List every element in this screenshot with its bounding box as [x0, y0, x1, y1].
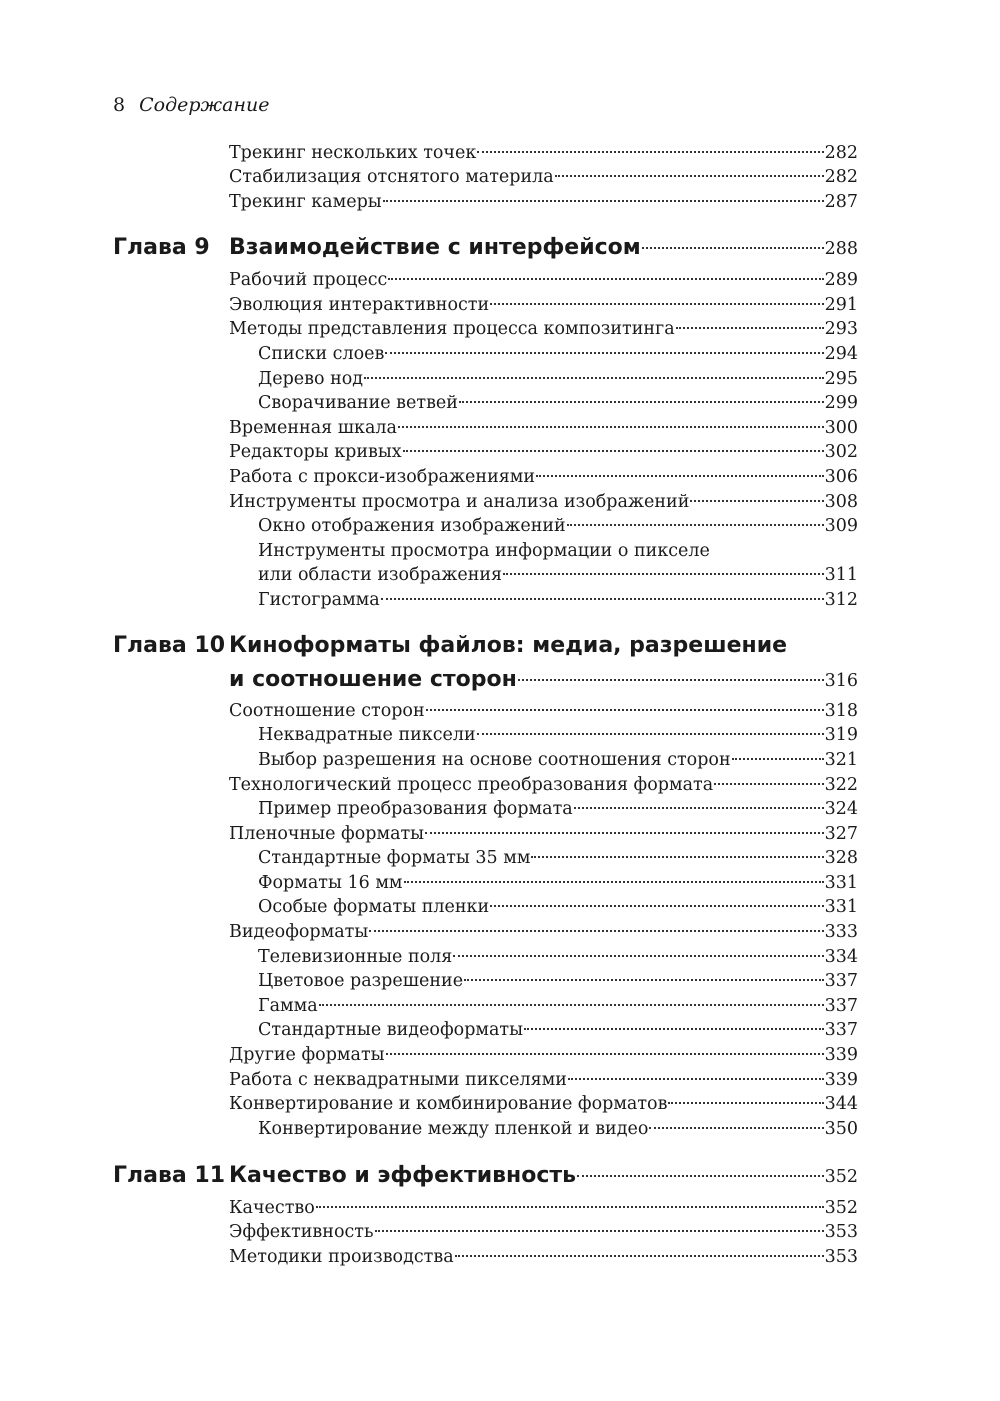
leader-dots: [404, 881, 824, 883]
toc-entry[interactable]: Временная шкала 300: [229, 418, 858, 438]
toc-subentry[interactable]: Телевизионные поля 334: [258, 947, 858, 967]
toc-entry[interactable]: Трекинг нескольких точек 282: [229, 143, 858, 163]
toc-entry[interactable]: Конвертирование и комбинирование форматов 344: [229, 1094, 858, 1114]
leader-dots: [364, 377, 824, 379]
leader-dots: [403, 450, 824, 452]
toc-entry[interactable]: Технологический процесс преобразования формата 322: [229, 775, 858, 795]
leader-dots: [459, 401, 824, 403]
leader-dots: [649, 1127, 823, 1129]
toc-subentry[interactable]: Окно отображения изображений 309: [258, 516, 858, 536]
toc-entry[interactable]: Рабочий процесс 289: [229, 270, 858, 290]
leader-dots: [383, 200, 824, 202]
leader-dots: [568, 1078, 824, 1080]
running-title: Содержание: [139, 94, 270, 116]
toc-entry[interactable]: Методы представления процесса композитинга 293: [229, 319, 858, 339]
leader-dots: [386, 1053, 824, 1055]
leader-dots: [668, 1102, 823, 1104]
toc-entry[interactable]: Другие форматы 339: [229, 1045, 858, 1065]
leader-dots: [577, 1175, 824, 1177]
leader-dots: [490, 303, 823, 305]
leader-dots: [531, 856, 823, 858]
chapter-heading[interactable]: Взаимодействие с интерфейсом 288: [229, 235, 858, 260]
leader-dots: [477, 733, 824, 735]
leader-dots: [477, 151, 823, 153]
toc-subentry-line1[interactable]: Инструменты просмотра информации о пикселе: [258, 541, 710, 561]
toc-entry[interactable]: Качество 352: [229, 1198, 858, 1218]
leader-dots: [398, 426, 824, 428]
leader-dots: [714, 783, 823, 785]
leader-dots: [642, 247, 824, 249]
toc-subentry[interactable]: или области изображения 311: [258, 565, 858, 585]
toc-entry[interactable]: Видеоформаты 333: [229, 922, 858, 942]
leader-dots: [464, 979, 824, 981]
leader-dots: [490, 905, 823, 907]
toc-entry[interactable]: Методики производства 353: [229, 1247, 858, 1267]
toc-entry[interactable]: Эволюция интерактивности 291: [229, 295, 858, 315]
chapter-number: Глава 11: [113, 1163, 226, 1188]
toc-subentry[interactable]: Неквадратные пиксели 319: [258, 725, 858, 745]
toc-entry[interactable]: Стабилизация отснятого материла 282: [229, 167, 858, 187]
leader-dots: [319, 1004, 824, 1006]
toc-subentry[interactable]: Цветовое разрешение 337: [258, 971, 858, 991]
toc-subentry[interactable]: Форматы 16 мм 331: [258, 873, 858, 893]
leader-dots: [455, 1255, 824, 1257]
leader-dots: [388, 278, 823, 280]
chapter-number: Глава 10: [113, 633, 226, 658]
leader-dots: [369, 930, 823, 932]
toc-subentry[interactable]: Гистограмма 312: [258, 590, 858, 610]
toc-subentry[interactable]: Выбор разрешения на основе соотношения сторон 321: [258, 750, 858, 770]
toc-entry[interactable]: Работа с неквадратными пикселями 339: [229, 1070, 858, 1090]
toc-entry[interactable]: Редакторы кривых 302: [229, 442, 858, 462]
chapter-heading-line1[interactable]: Киноформаты файлов: медиа, разрешение: [229, 633, 788, 658]
leader-dots: [690, 500, 823, 502]
toc-subentry[interactable]: Пример преобразования формата 324: [258, 799, 858, 819]
leader-dots: [536, 475, 824, 477]
leader-dots: [567, 524, 824, 526]
toc-subentry[interactable]: Конвертирование между пленкой и видео 350: [258, 1119, 858, 1139]
leader-dots: [316, 1206, 824, 1208]
chapter-heading[interactable]: Качество и эффективность 352: [229, 1163, 858, 1188]
toc-subentry[interactable]: Особые форматы пленки 331: [258, 897, 858, 917]
toc-subentry[interactable]: Дерево нод 295: [258, 369, 858, 389]
leader-dots: [732, 758, 824, 760]
leader-dots: [453, 955, 823, 957]
leader-dots: [676, 327, 824, 329]
toc-entry[interactable]: Трекинг камеры 287: [229, 192, 858, 212]
toc-subentry[interactable]: Сворачивание ветвей 299: [258, 393, 858, 413]
leader-dots: [426, 709, 824, 711]
toc-subentry[interactable]: Стандартные форматы 35 мм 328: [258, 848, 858, 868]
page-number: 8: [113, 94, 126, 116]
toc-entry[interactable]: Работа с прокси-изображениями 306: [229, 467, 858, 487]
leader-dots: [574, 807, 824, 809]
toc-subentry[interactable]: Стандартные видеоформаты 337: [258, 1020, 858, 1040]
running-head: [113, 94, 269, 116]
leader-dots: [524, 1028, 824, 1030]
toc-entry[interactable]: Эффективность 353: [229, 1222, 858, 1242]
leader-dots: [375, 1230, 824, 1232]
chapter-heading[interactable]: и соотношение сторон 316: [229, 667, 858, 692]
toc-subentry[interactable]: Гамма 337: [258, 996, 858, 1016]
toc-entry[interactable]: Пленочные форматы 327: [229, 824, 858, 844]
leader-dots: [425, 832, 823, 834]
leader-dots: [555, 175, 824, 177]
leader-dots: [503, 573, 824, 575]
leader-dots: [518, 679, 824, 681]
chapter-number: Глава 9: [113, 235, 210, 260]
toc-entry[interactable]: Инструменты просмотра и анализа изображений 308: [229, 492, 858, 512]
toc-entry[interactable]: Соотношение сторон 318: [229, 701, 858, 721]
toc-subentry[interactable]: Списки слоев 294: [258, 344, 858, 364]
leader-dots: [385, 352, 823, 354]
leader-dots: [381, 598, 824, 600]
